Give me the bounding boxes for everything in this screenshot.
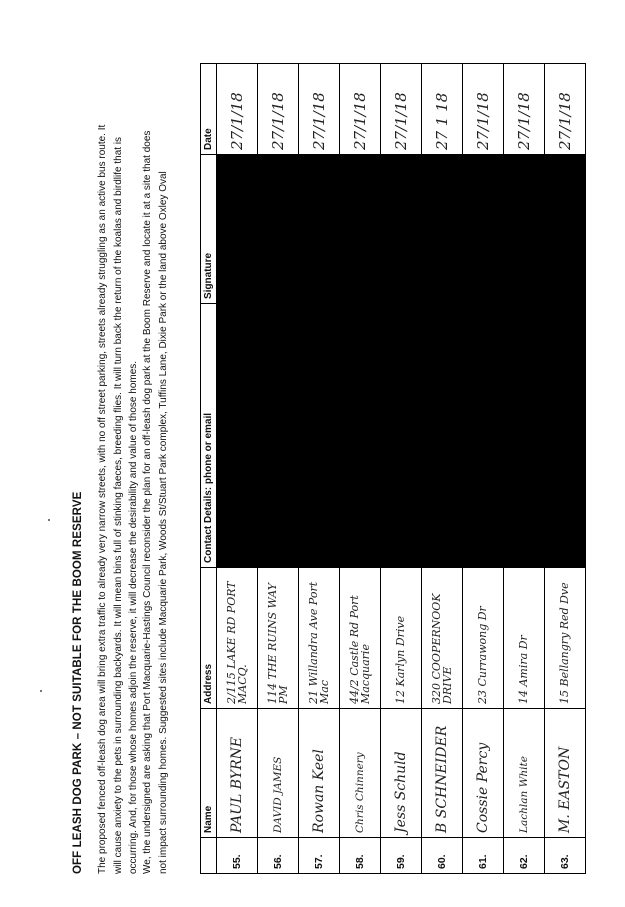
row-number: 56. bbox=[258, 838, 299, 874]
signed-date: 27/1/18 bbox=[340, 64, 381, 155]
redacted-contact bbox=[422, 304, 463, 568]
table-row bbox=[299, 64, 340, 874]
redacted-contact bbox=[258, 304, 299, 568]
signed-date: 27/1/18 bbox=[217, 64, 258, 155]
signed-date: 27 1 18 bbox=[422, 64, 463, 155]
signer-address: 14 Amira Dr bbox=[504, 568, 545, 709]
signer-name: Lachlan White bbox=[504, 709, 545, 838]
signer-name: Jess Schuld bbox=[381, 709, 422, 838]
redacted-contact bbox=[504, 304, 545, 568]
redacted-contact bbox=[217, 304, 258, 568]
header-contact: Contact Details: phone or email bbox=[201, 304, 217, 568]
paragraph-request: We, the undersigned are asking that Port Macquarie-Hastings Council reconsider the plan for an off-leash dog park at the Boom Reserve and locate it at a site that does not impact surrounding homes. Suggested sites include Macquarie Park, Woods St/Stuart Park complex, Tuffins Lane, Dixie Park or the land above Oxley Oval bbox=[142, 130, 169, 874]
redacted-signature bbox=[422, 155, 463, 304]
signed-date: 27/1/18 bbox=[463, 64, 504, 155]
signer-address: 21 Willandra Ave Port Mac bbox=[299, 568, 340, 709]
row-number: 57. bbox=[299, 838, 340, 874]
redacted-signature bbox=[217, 155, 258, 304]
redacted-contact bbox=[545, 304, 586, 568]
signer-name: Rowan Keel bbox=[299, 709, 340, 838]
signer-name: M. EASTON bbox=[545, 709, 586, 838]
row-number: 62. bbox=[504, 838, 545, 874]
redacted-signature bbox=[463, 155, 504, 304]
row-number: 61. bbox=[463, 838, 504, 874]
table-row bbox=[381, 64, 422, 874]
table-row bbox=[422, 64, 463, 874]
redacted-signature bbox=[381, 155, 422, 304]
row-number: 60. bbox=[422, 838, 463, 874]
signer-name: DAVID JAMES bbox=[258, 709, 299, 838]
signer-address: 114 THE RUINS WAY PM bbox=[258, 568, 299, 709]
signer-name: B SCHNEIDER bbox=[422, 709, 463, 838]
rotated-document bbox=[20, 22, 610, 882]
table-row bbox=[545, 64, 586, 874]
paragraph-concerns: The proposed fenced off-leash dog area will bring extra traffic to already very narrow streets, with no off street parking, streets already struggling as an active bus route. It will cause anxiety to the pets in surrounding backyards. It will mean bins full of stinking faeces, breeding flies. It will turn back the return of the koalas and birdlife that is occurring. And, for those whose homes adjoin the reserve, it will decrease the desirability and value of those homes. bbox=[97, 124, 139, 874]
redacted-signature bbox=[504, 155, 545, 304]
signer-address: 12 Karlyn Drive bbox=[381, 568, 422, 709]
row-number: 55. bbox=[217, 838, 258, 874]
table-row bbox=[340, 64, 381, 874]
row-number: 63. bbox=[545, 838, 586, 874]
row-number: 59. bbox=[381, 838, 422, 874]
document-heading: OFF LEASH DOG PARK – NOT SUITABLE FOR THE BOOM RESERVE bbox=[72, 491, 84, 874]
signed-date: 27/1/18 bbox=[504, 64, 545, 155]
table-row bbox=[258, 64, 299, 874]
table-row bbox=[504, 64, 545, 874]
signed-date: 27/1/18 bbox=[545, 64, 586, 155]
signer-name: Cossie Percy bbox=[463, 709, 504, 838]
table-row bbox=[463, 64, 504, 874]
header-name: Name bbox=[201, 709, 217, 838]
signer-name: PAUL BYRNE bbox=[217, 709, 258, 838]
signer-address: 2/115 LAKE RD PORT MACQ. bbox=[217, 568, 258, 709]
header-signature: Signature bbox=[201, 155, 217, 304]
signed-date: 27/1/18 bbox=[299, 64, 340, 155]
signer-address: 320 COOPERNOOK DRIVE bbox=[422, 568, 463, 709]
header-number bbox=[201, 838, 217, 874]
signer-name: Chris Chinnery bbox=[340, 709, 381, 838]
signer-address: 44/2 Castle Rd Port Macquarie bbox=[340, 568, 381, 709]
header-address: Address bbox=[201, 568, 217, 709]
row-number: 58. bbox=[340, 838, 381, 874]
signer-address: 15 Bellangry Red Dve bbox=[545, 568, 586, 709]
signed-date: 27/1/18 bbox=[258, 64, 299, 155]
redacted-contact bbox=[381, 304, 422, 568]
redacted-contact bbox=[340, 304, 381, 568]
header-date: Date bbox=[201, 64, 217, 155]
petition-table bbox=[200, 63, 586, 874]
signed-date: 27/1/18 bbox=[381, 64, 422, 155]
redacted-signature bbox=[258, 155, 299, 304]
redacted-contact bbox=[463, 304, 504, 568]
table-header-row bbox=[201, 64, 217, 874]
redacted-signature bbox=[299, 155, 340, 304]
table-row bbox=[217, 64, 258, 874]
signer-address: 23 Currawong Dr bbox=[463, 568, 504, 709]
redacted-signature bbox=[545, 155, 586, 304]
redacted-signature bbox=[340, 155, 381, 304]
redacted-contact bbox=[299, 304, 340, 568]
